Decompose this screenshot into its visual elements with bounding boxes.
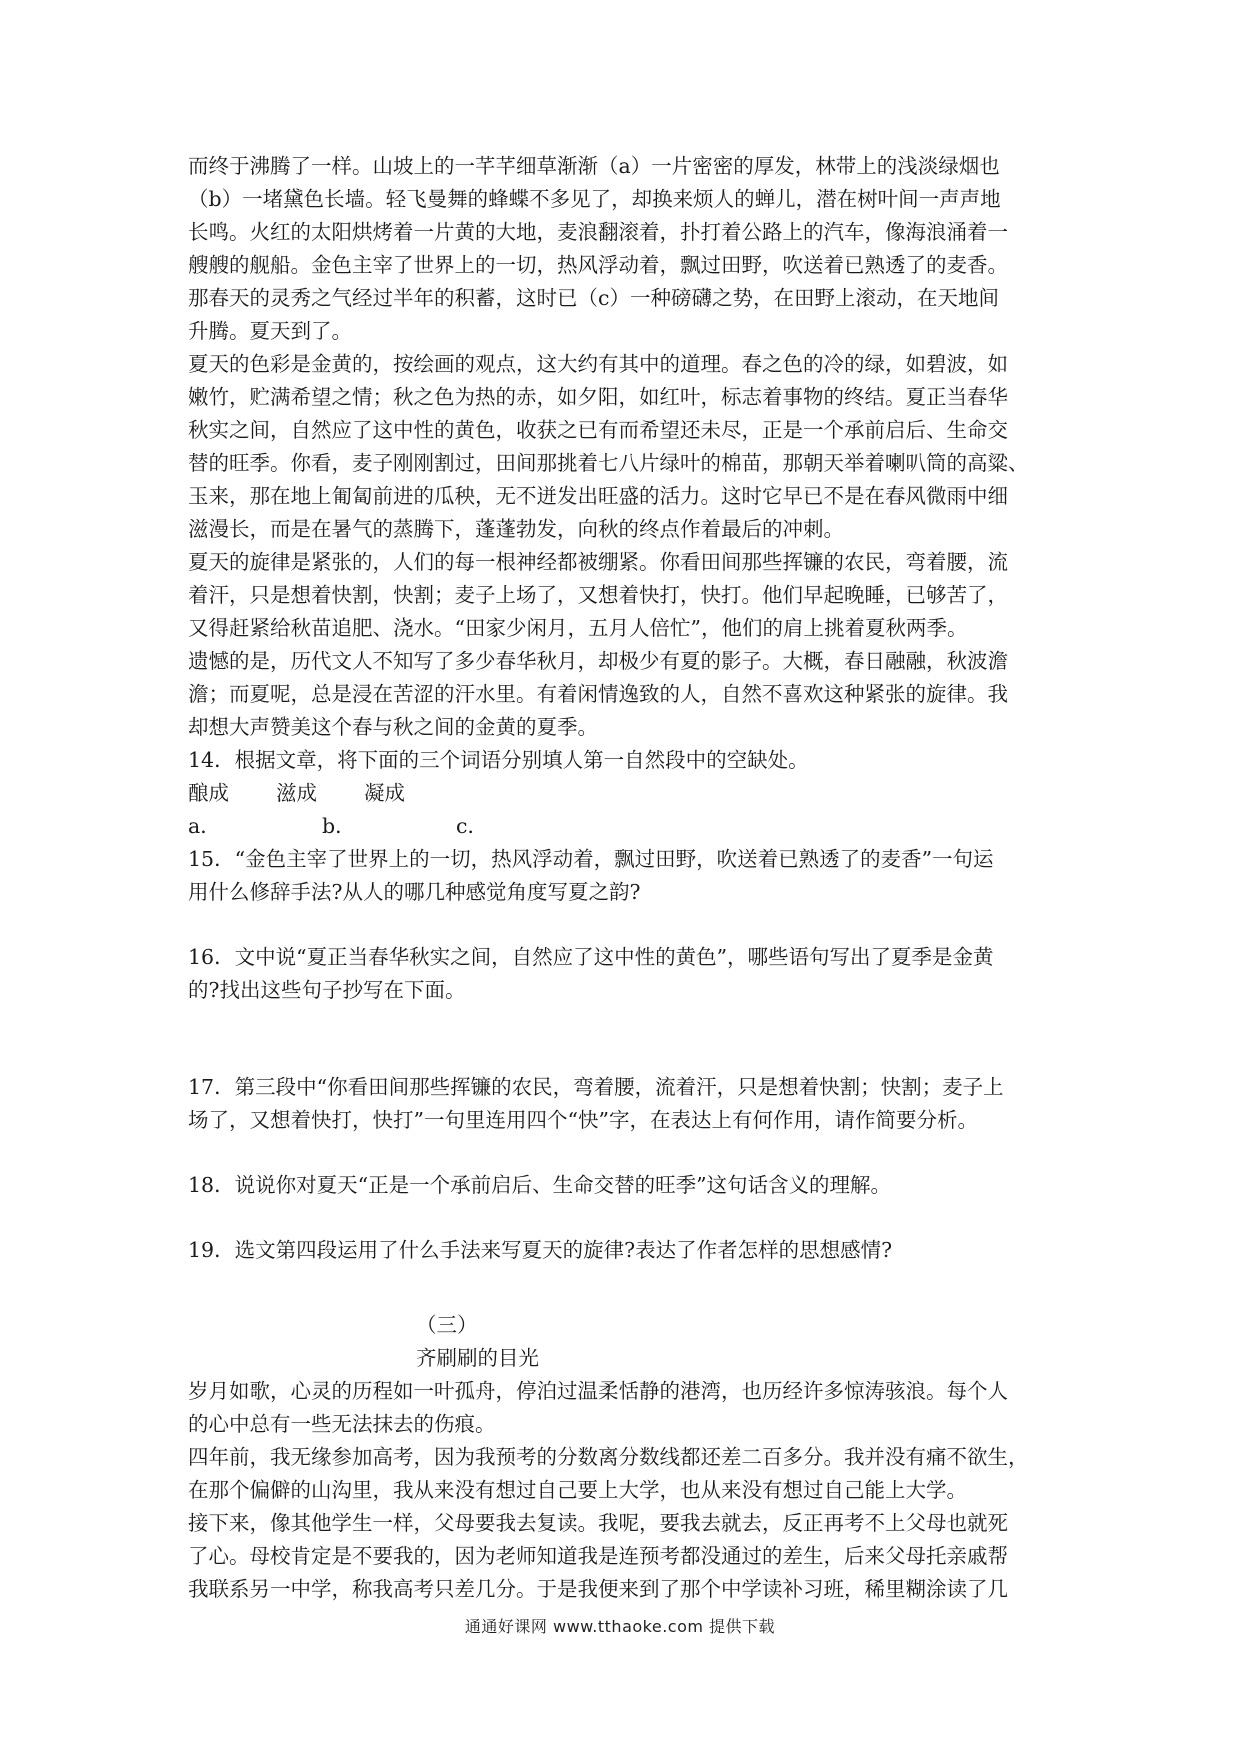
essay-title: 齐刷刷的目光 [416,1346,539,1370]
question-19 [188,1234,1068,1267]
text-line: 夏天的色彩是金黄的，按绘画的观点，这大约有其中的道理。春之色的冷的绿，如碧波，如 [188,352,1008,376]
question-text: 17．第三段中“你看田间那些挥镰的农民，弯着腰，流着汗，只是想着快割；快割；麦子上 [188,1075,1004,1099]
question-text: 场了，又想着快打，快打”一句里连用四个“快”字，在表达上有何作用，请作简要分析。 [188,1108,978,1132]
answer-blank: a． [188,814,221,838]
question-15 [188,843,1068,909]
text-line: 又得赶紧给秋苗追肥、浇水。“田家少闲月，五月人倍忙”，他们的肩上挑着夏秋两季。 [188,616,968,640]
text-line: 遗憾的是，历代文人不知写了多少春华秋月，却极少有夏的影子。大概，春日融融，秋波澹 [188,649,1008,673]
question-text: 用什么修辞手法?从人的哪几种感觉角度写夏之韵? [188,880,641,904]
question-17 [188,1071,1068,1137]
question-text: 的?找出这些句子抄写在下面。 [188,978,466,1002]
text-line: 岁月如歌，心灵的历程如一叶孤舟，停泊过温柔恬静的港湾，也历经许多惊涛骇浪。每个人 [188,1379,1008,1403]
text-line: 而终于沸腾了一样。山坡上的一芊芊细草渐渐（a）一片密密的厚发，林带上的浅淡绿烟也 [188,154,1000,178]
essay-paragraph-1 [188,1375,1068,1441]
text-line: 着汗，只是想着快割，快割；麦子上场了，又想着快打，快打。他们早起晚睡，已够苦了， [188,583,1008,607]
text-line: （b）一堵黛色长墙。轻飞曼舞的蜂蝶不多见了，却换来烦人的蝉儿，潜在树叶间一声声地 [188,187,1001,211]
question-text: 18．说说你对夏天“正是一个承前启后、生命交替的旺季”这句话含义的理解。 [188,1173,892,1197]
text-line: 的心中总有一些无法抹去的伤痕。 [188,1412,496,1436]
answer-blank: c． [456,814,488,838]
answer-space [188,909,1068,941]
text-line: 升腾。夏天到了。 [188,319,352,343]
page-footer: 通通好课网 www.tthaoke.com 提供下载 [464,1617,776,1636]
text-line: 长鸣。火红的太阳烘烤着一片黄的大地，麦浪翻滚着，扑打着公路上的汽车，像海浪涌着一 [188,220,1008,244]
question-18 [188,1169,1068,1202]
spacer [188,1299,1068,1309]
word-option: 滋成 [276,781,317,805]
essay-paragraph-2 [188,1441,1068,1507]
answer-space [188,1267,1068,1299]
word-options [188,777,1068,810]
answer-blank: b． [322,814,356,838]
text-line: 在那个偏僻的山沟里，我从来没有想过自己要上大学，也从来没有想过自己能上大学。 [188,1478,967,1502]
word-option: 凝成 [364,781,405,805]
essay-paragraph-3 [188,1507,1068,1606]
document-body [188,150,1068,1606]
text-line: 接下来，像其他学生一样，父母要我去复读。我呢，要我去就去，反正再考不上父母也就死 [188,1511,1008,1535]
question-text: 14．根据文章，将下面的三个词语分别填人第一自然段中的空缺处。 [188,748,809,772]
text-line: 替的旺季。你看，麦子刚刚割过，田间那挑着七八片绿叶的棉苗，那朝天举着喇叭筒的高粱、 [188,451,1029,475]
text-line: 夏天的旋律是紧张的，人们的每一根神经都被绷紧。你看田间那些挥镰的农民，弯着腰，流 [188,550,1008,574]
text-line: 玉来，那在地上匍匐前进的瓜秧，无不迸发出旺盛的活力。这时它早已不是在春风微雨中细 [188,484,1008,508]
text-line: 澹；而夏呢，总是浸在苦涩的汗水里。有着闲情逸致的人，自然不喜欢这种紧张的旋律。我 [188,682,1008,706]
passage-paragraph-2 [188,348,1068,546]
question-text: 15．“金色主宰了世界上的一切，热风浮动着，飘过田野，吹送着已熟透了的麦香”一句运 [188,847,994,871]
answer-space [188,1007,1068,1071]
question-16 [188,941,1068,1007]
question-14 [188,744,1068,843]
passage-paragraph-1 [188,150,1068,348]
text-line: 嫩竹，贮满希望之情；秋之色为热的赤，如夕阳，如红叶，标志着事物的终结。夏正当春华 [188,385,1008,409]
text-line: 那春天的灵秀之气经过半年的积蓄，这时已（c）一种磅礴之势，在田野上滚动，在天地间 [188,286,999,310]
passage-paragraph-4 [188,645,1068,744]
text-line: 四年前，我无缘参加高考，因为我预考的分数离分数线都还差二百多分。我并没有痛不欲生， [188,1445,1029,1469]
text-line: 我联系另一中学，称我高考只差几分。于是我便来到了那个中学读补习班，稀里糊涂读了几 [188,1577,1008,1601]
answer-space [188,1202,1068,1234]
text-line: 秋实之间，自然应了这中性的黄色，收获之已有而希望还未尽，正是一个承前启后、生命交 [188,418,1008,442]
answer-space [188,1137,1068,1169]
text-line: 艘艘的舰船。金色主宰了世界上的一切，热风浮动着，飘过田野，吹送着已熟透了的麦香。 [188,253,1008,277]
word-option: 酿成 [188,781,229,805]
text-line: 却想大声赞美这个春与秋之间的金黄的夏季。 [188,715,598,739]
question-text: 19．选文第四段运用了什么手法来写夏天的旋律?表达了作者怎样的思想感情? [188,1238,893,1262]
question-text: 16．文中说“夏正当春华秋实之间，自然应了这中性的黄色”，哪些语句写出了夏季是金黄 [188,945,994,969]
text-line: 滋漫长，而是在暑气的蒸腾下，蓬蓬勃发，向秋的终点作着最后的冲刺。 [188,517,844,541]
answer-blanks [188,810,1068,843]
passage-paragraph-3 [188,546,1068,645]
text-line: 了心。母校肯定是不要我的，因为老师知道我是连预考都没通过的差生，后来父母托亲戚帮 [188,1544,1008,1568]
section-number: （三） [416,1313,478,1337]
